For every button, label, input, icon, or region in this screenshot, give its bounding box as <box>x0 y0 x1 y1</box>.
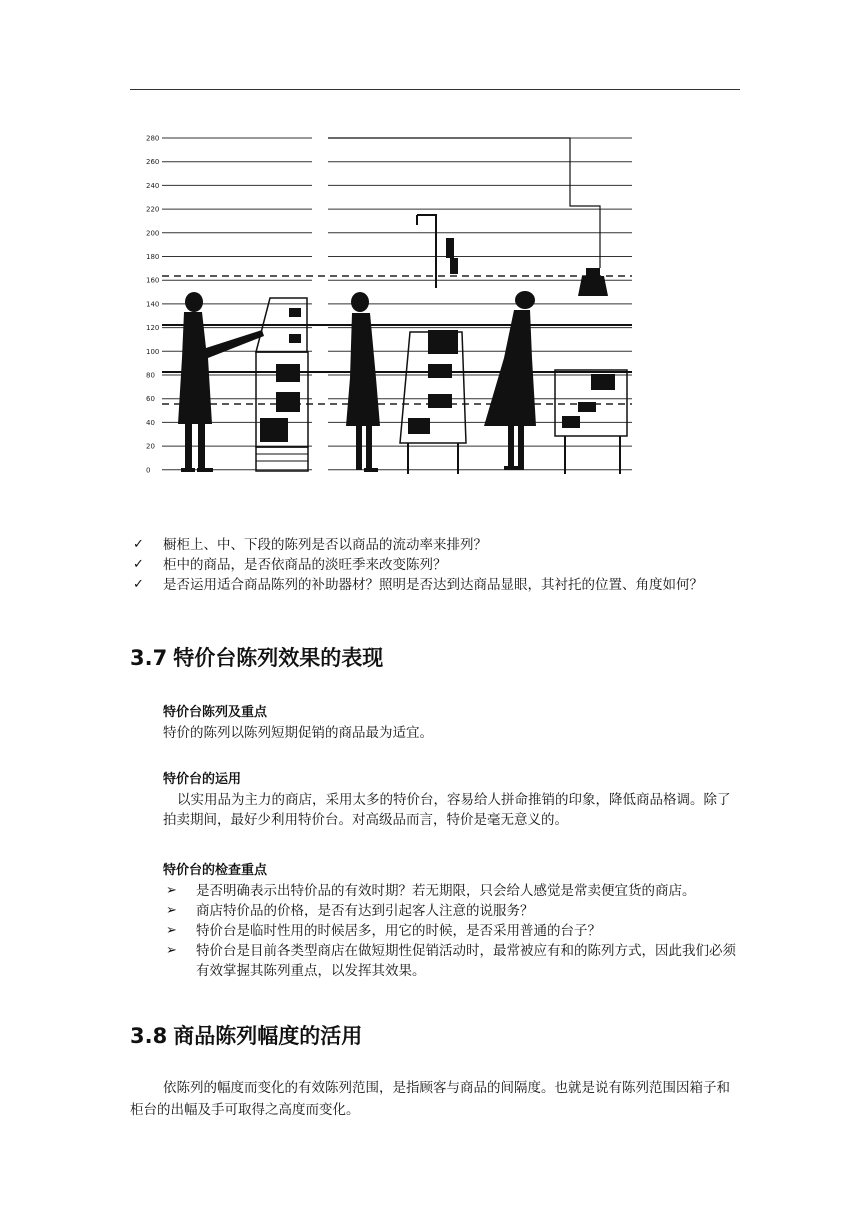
y-tick-label: 60 <box>146 395 155 404</box>
y-tick-label: 20 <box>146 442 155 451</box>
person-reaching-silhouette <box>178 292 264 472</box>
section-3-7-sub1 <box>163 702 753 743</box>
section-3-7-sub2 <box>163 769 743 830</box>
check-icon: ✓ <box>133 577 144 592</box>
y-tick-label: 0 <box>146 466 151 475</box>
y-tick-label: 160 <box>146 276 160 285</box>
arrow-bullet-icon: ➢ <box>166 883 177 898</box>
paragraph: 以实用品为主力的商店，采用太多的特价台，容易给人拼命推销的印象，降低商品格调。除了拍卖期间，最好少利用特价台。对高级品而言，特价是毫无意义的。 <box>163 792 731 828</box>
section-3-7-heading: 3.7 特价台陈列效果的表现 <box>130 646 384 670</box>
y-tick-label: 280 <box>146 134 160 143</box>
person-standing-silhouette <box>346 292 380 472</box>
section-3-7-sub3 <box>163 860 753 881</box>
checklist <box>130 535 750 595</box>
checklist-item: ✓ 橱柜上、中、下段的陈列是否以商品的流动率来排列？ <box>133 537 487 553</box>
sub-heading: 特价台的检查重点 <box>163 863 268 878</box>
check-icon: ✓ <box>133 557 144 572</box>
price-table-checklist <box>163 881 753 981</box>
list-item: ➢ 商店特价品的价格，是否有达到引起客人注意的说服务？ <box>166 903 534 919</box>
y-tick-label: 80 <box>146 371 155 380</box>
section-3-8-heading: 3.8 商品陈列幅度的活用 <box>130 1024 363 1048</box>
section-3-8-paragraph: 依陈列的幅度而变化的有效陈列范围，是指顾客与商品的间隔度。也就是说有陈列范围因箱子和柜台的出幅及手可取得之高度而变化。 <box>130 1080 730 1118</box>
y-tick-label: 200 <box>146 229 160 238</box>
y-tick-label: 40 <box>146 418 155 427</box>
y-tick-label: 120 <box>146 324 160 333</box>
arrow-bullet-icon: ➢ <box>166 903 177 918</box>
arrow-bullet-icon: ➢ <box>166 923 177 938</box>
header-rule <box>130 89 740 90</box>
list-item: ➢ 是否明确表示出特价品的有效时期？若无期限，只会给人感觉是常卖便宜货的商店。 <box>166 883 696 899</box>
y-tick-label: 260 <box>146 158 160 167</box>
paragraph: 特价的陈列以陈列短期促销的商品最为适宜。 <box>163 725 433 741</box>
y-tick-label: 140 <box>146 300 160 309</box>
list-item: ➢ 特价台是目前各类型商店在做短期性促销活动时，最常被应有和的陈列方式，因此我们必须有效掌握其陈列重点，以发挥其效果。 <box>166 943 736 979</box>
person-leaning-silhouette <box>484 291 536 470</box>
y-tick-label: 220 <box>146 205 160 214</box>
sub-heading: 特价台陈列及重点 <box>163 705 268 720</box>
display-case-2 <box>400 215 466 474</box>
checklist-item: ✓ 柜中的商品，是否依商品的淡旺季来改变陈列？ <box>133 557 447 573</box>
checklist-item: ✓ 是否运用适合商品陈列的补助器材？照明是否达到达商品显眼，其衬托的位置、角度如何？ <box>133 577 703 593</box>
y-tick-label: 240 <box>146 181 160 190</box>
diagram-svg <box>132 108 692 486</box>
arrow-bullet-icon: ➢ <box>166 943 177 958</box>
y-tick-label: 180 <box>146 253 160 261</box>
display-case-1 <box>256 298 308 471</box>
check-icon: ✓ <box>133 537 144 552</box>
y-tick-label: 100 <box>146 347 160 356</box>
sub-heading: 特价台的运用 <box>163 772 242 787</box>
list-item: ➢ 特价台是临时性用的时候居多，用它的时候，是否采用普通的台子？ <box>166 923 601 939</box>
display-height-diagram <box>132 108 692 486</box>
